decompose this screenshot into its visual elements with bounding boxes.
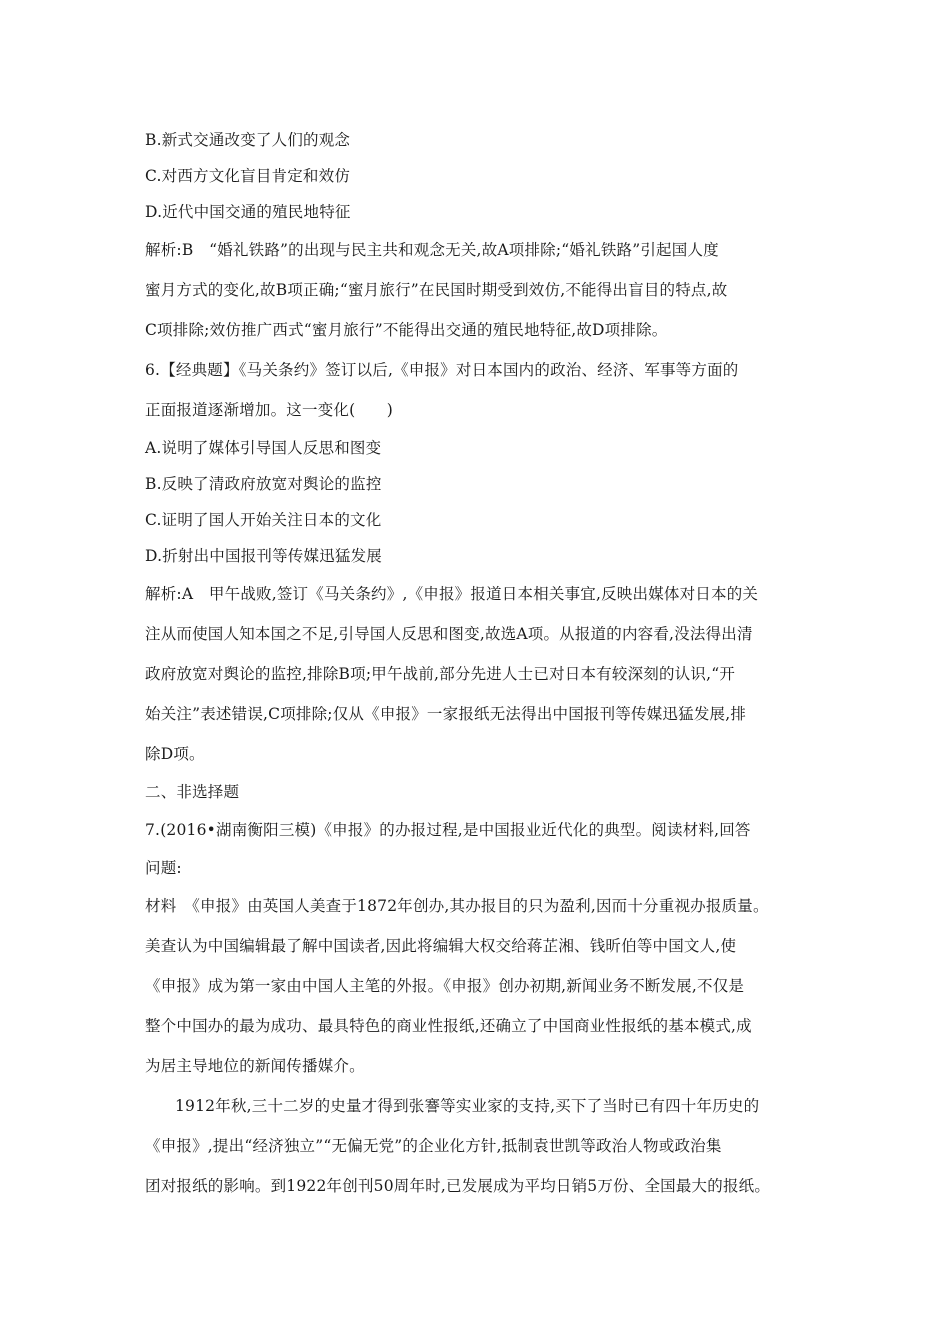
q6-option-c: C.证明了国人开始关注日本的文化 (145, 511, 382, 529)
q7-material-line: 《申报》,提出“经济独立”“无偏无党”的企业化方针,抵制袁世凯等政治人物或政治集 (145, 1137, 722, 1155)
q6-option-b: B.反映了清政府放宽对舆论的监控 (145, 475, 382, 493)
q6-stem-line: 正面报道逐渐增加。这一变化( ) (145, 401, 393, 419)
q5-option-d: D.近代中国交通的殖民地特征 (145, 203, 351, 221)
q7-stem-line: 问题: (145, 859, 182, 877)
section-heading: 二、非选择题 (145, 783, 240, 801)
q6-analysis-line: 政府放宽对舆论的监控,排除B项;甲午战前,部分先进人士已对日本有较深刻的认识,“开 (145, 665, 736, 683)
q6-analysis-line: 解析:A 甲午战败,签订《马关条约》,《申报》报道日本相关事宜,反映出媒体对日本的关 (145, 585, 759, 603)
q7-material-line: 《申报》成为第一家由中国人主笔的外报。《申报》创办初期,新闻业务不断发展,不仅是 (145, 977, 745, 995)
q7-material-line: 为居主导地位的新闻传播媒介。 (145, 1057, 365, 1075)
q7-material-line: 1912年秋,三十二岁的史量才得到张謇等实业家的支持,买下了当时已有四十年历史的 (175, 1097, 760, 1115)
q5-option-c: C.对西方文化盲目肯定和效仿 (145, 167, 351, 185)
q7-material-line: 材料 《申报》由英国人美查于1872年创办,其办报目的只为盈利,因而十分重视办报质量。 (145, 897, 769, 915)
q6-analysis-line: 除D项。 (145, 745, 205, 763)
q5-analysis-line: 蜜月方式的变化,故B项正确;“蜜月旅行”在民国时期受到效仿,不能得出盲目的特点,故 (145, 281, 728, 299)
q6-stem-line: 6.【经典题】《马关条约》签订以后,《申报》对日本国内的政治、经济、军事等方面的 (145, 361, 739, 379)
q6-option-d: D.折射出中国报刊等传媒迅猛发展 (145, 547, 383, 565)
q5-option-b: B.新式交通改变了人们的观念 (145, 131, 351, 149)
q6-option-a: A.说明了媒体引导国人反思和图变 (145, 439, 382, 457)
q7-material-line: 团对报纸的影响。到1922年创刊50周年时,已发展成为平均日销5万份、全国最大的报纸。 (145, 1177, 771, 1195)
q7-material-line: 美查认为中国编辑最了解中国读者,因此将编辑大权交给蒋芷湘、钱昕伯等中国文人,使 (145, 937, 737, 955)
q6-analysis-line: 始关注”表述错误,C项排除;仅从《申报》一家报纸无法得出中国报刊等传媒迅猛发展,排 (145, 705, 747, 723)
q5-analysis-line: 解析:B “婚礼铁路”的出现与民主共和观念无关,故A项排除;“婚礼铁路”引起国人度 (145, 241, 719, 259)
q5-analysis-line: C项排除;效仿推广西式“蜜月旅行”不能得出交通的殖民地特征,故D项排除。 (145, 321, 668, 339)
q7-stem-line: 7.(2016•湖南衡阳三模)《申报》的办报过程,是中国报业近代化的典型。阅读材料,回答 (145, 821, 751, 839)
q7-material-line: 整个中国办的最为成功、最具特色的商业性报纸,还确立了中国商业性报纸的基本模式,成 (145, 1017, 752, 1035)
document-page (145, 122, 835, 1206)
q6-analysis-line: 注从而使国人知本国之不足,引导国人反思和图变,故选A项。从报道的内容看,没法得出清 (145, 625, 753, 643)
